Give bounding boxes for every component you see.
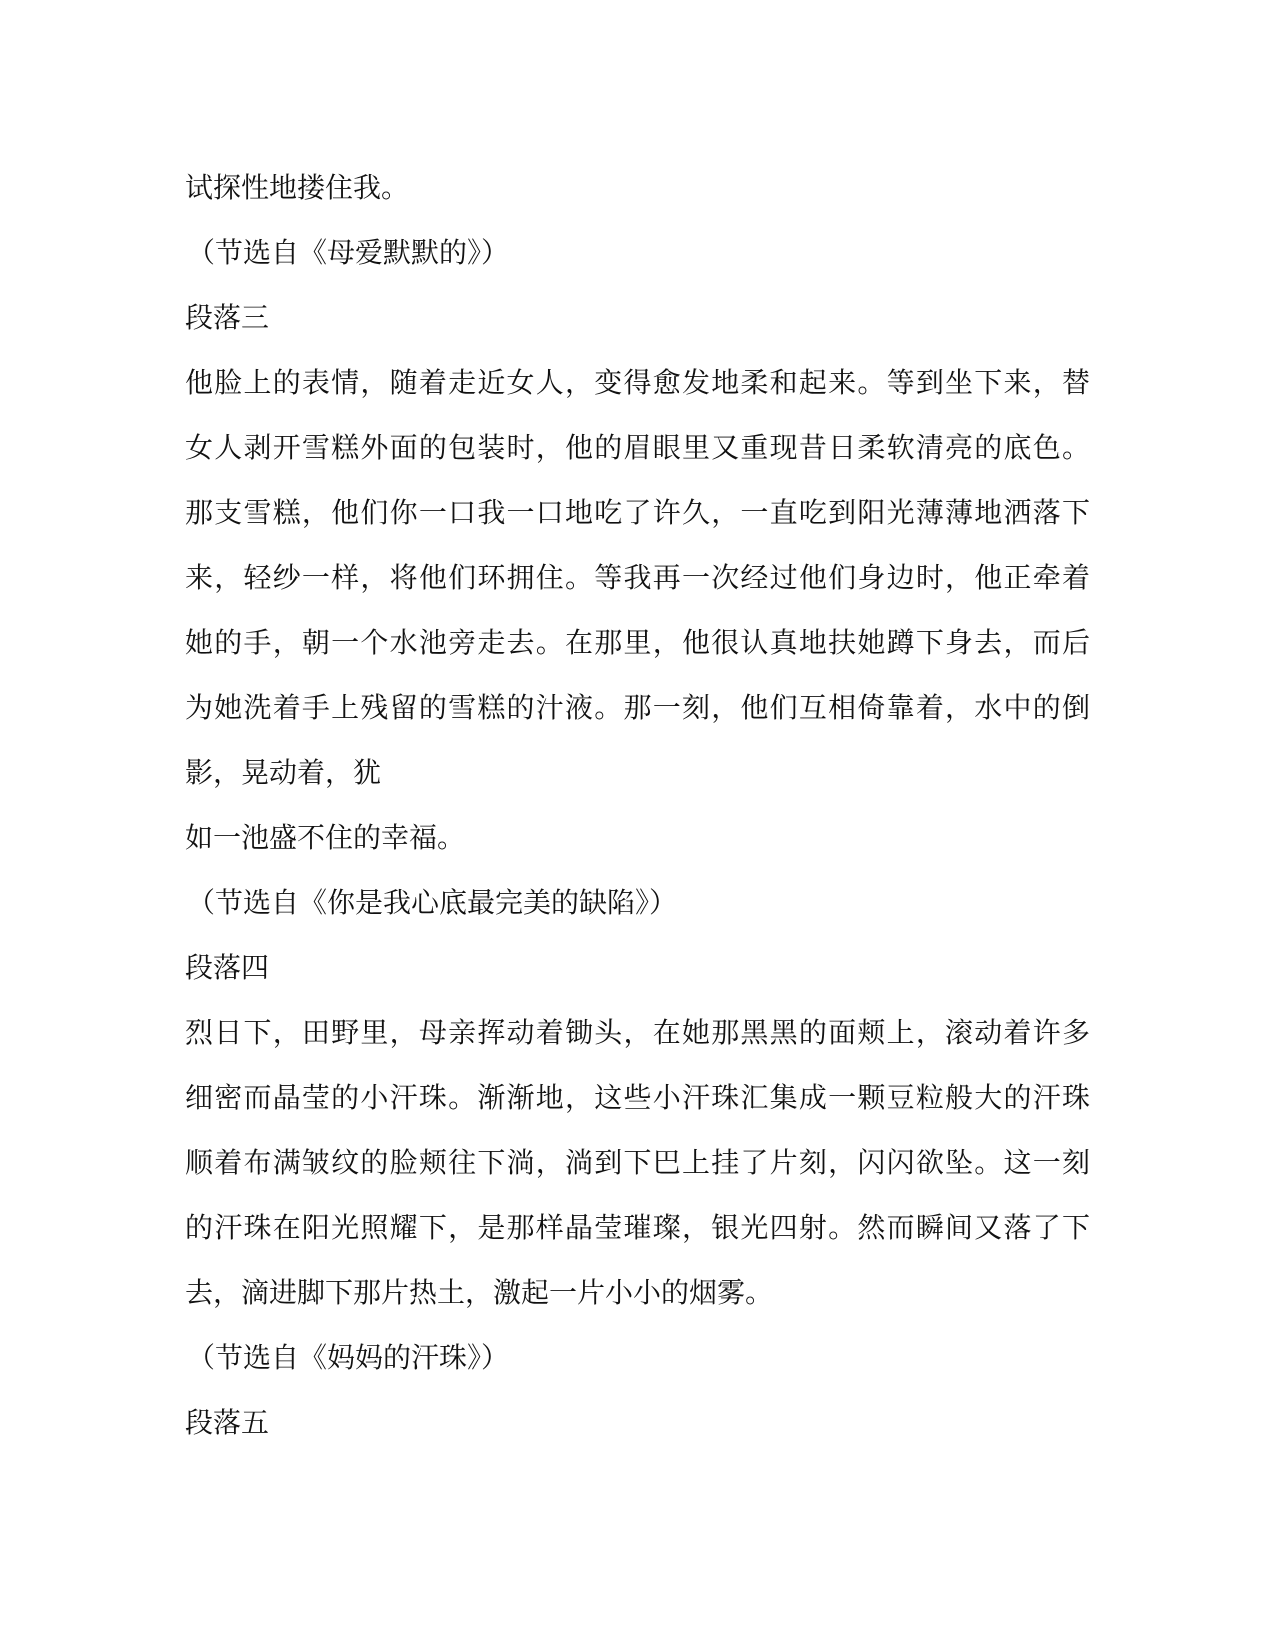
section-heading: 段落三 — [185, 301, 270, 334]
paragraph-line: 他脸上的表情，随着走近女人，变得愈发地柔和起来。等到坐下来，替 — [185, 366, 1090, 399]
paragraph-line: 试探性地搂住我。 — [185, 171, 410, 204]
paragraph-line: 去，滴进脚下那片热土，激起一片小小的烟雾。 — [185, 1276, 774, 1309]
paragraph-line: 为她洗着手上残留的雪糕的汁液。那一刻，他们互相倚靠着，水中的倒 — [185, 691, 1090, 724]
paragraph-line: 细密而晶莹的小汗珠。渐渐地，这些小汗珠汇集成一颗豆粒般大的汗珠 — [185, 1081, 1090, 1114]
paragraph-line: 如一池盛不住的幸福。 — [185, 821, 466, 854]
paragraph-line: 那支雪糕，他们你一口我一口地吃了许久，一直吃到阳光薄薄地洒落下 — [185, 496, 1090, 529]
paragraph-line: 影，晃动着，犹 — [185, 756, 382, 789]
section-heading: 段落四 — [185, 951, 270, 984]
source-citation: （节选自《你是我心底最完美的缺陷》） — [187, 886, 678, 919]
paragraph-line: 顺着布满皱纹的脸颊往下淌，淌到下巴上挂了片刻，闪闪欲坠。这一刻 — [185, 1146, 1090, 1179]
source-citation: （节选自《妈妈的汗珠》） — [187, 1341, 510, 1374]
paragraph-line: 女人剥开雪糕外面的包装时，他的眉眼里又重现昔日柔软清亮的底色。 — [185, 431, 1090, 464]
paragraph-line: 的汗珠在阳光照耀下，是那样晶莹璀璨，银光四射。然而瞬间又落了下 — [185, 1211, 1090, 1244]
document-body — [185, 160, 1090, 1460]
paragraph-line: 她的手，朝一个水池旁走去。在那里，他很认真地扶她蹲下身去，而后 — [185, 626, 1090, 659]
paragraph-line: 来，轻纱一样，将他们环拥住。等我再一次经过他们身边时，他正牵着 — [185, 561, 1090, 594]
source-citation: （节选自《母爱默默的》） — [187, 236, 510, 269]
paragraph-line: 烈日下，田野里，母亲挥动着锄头，在她那黑黑的面颊上，滚动着许多 — [185, 1016, 1090, 1049]
section-heading: 段落五 — [185, 1406, 270, 1439]
